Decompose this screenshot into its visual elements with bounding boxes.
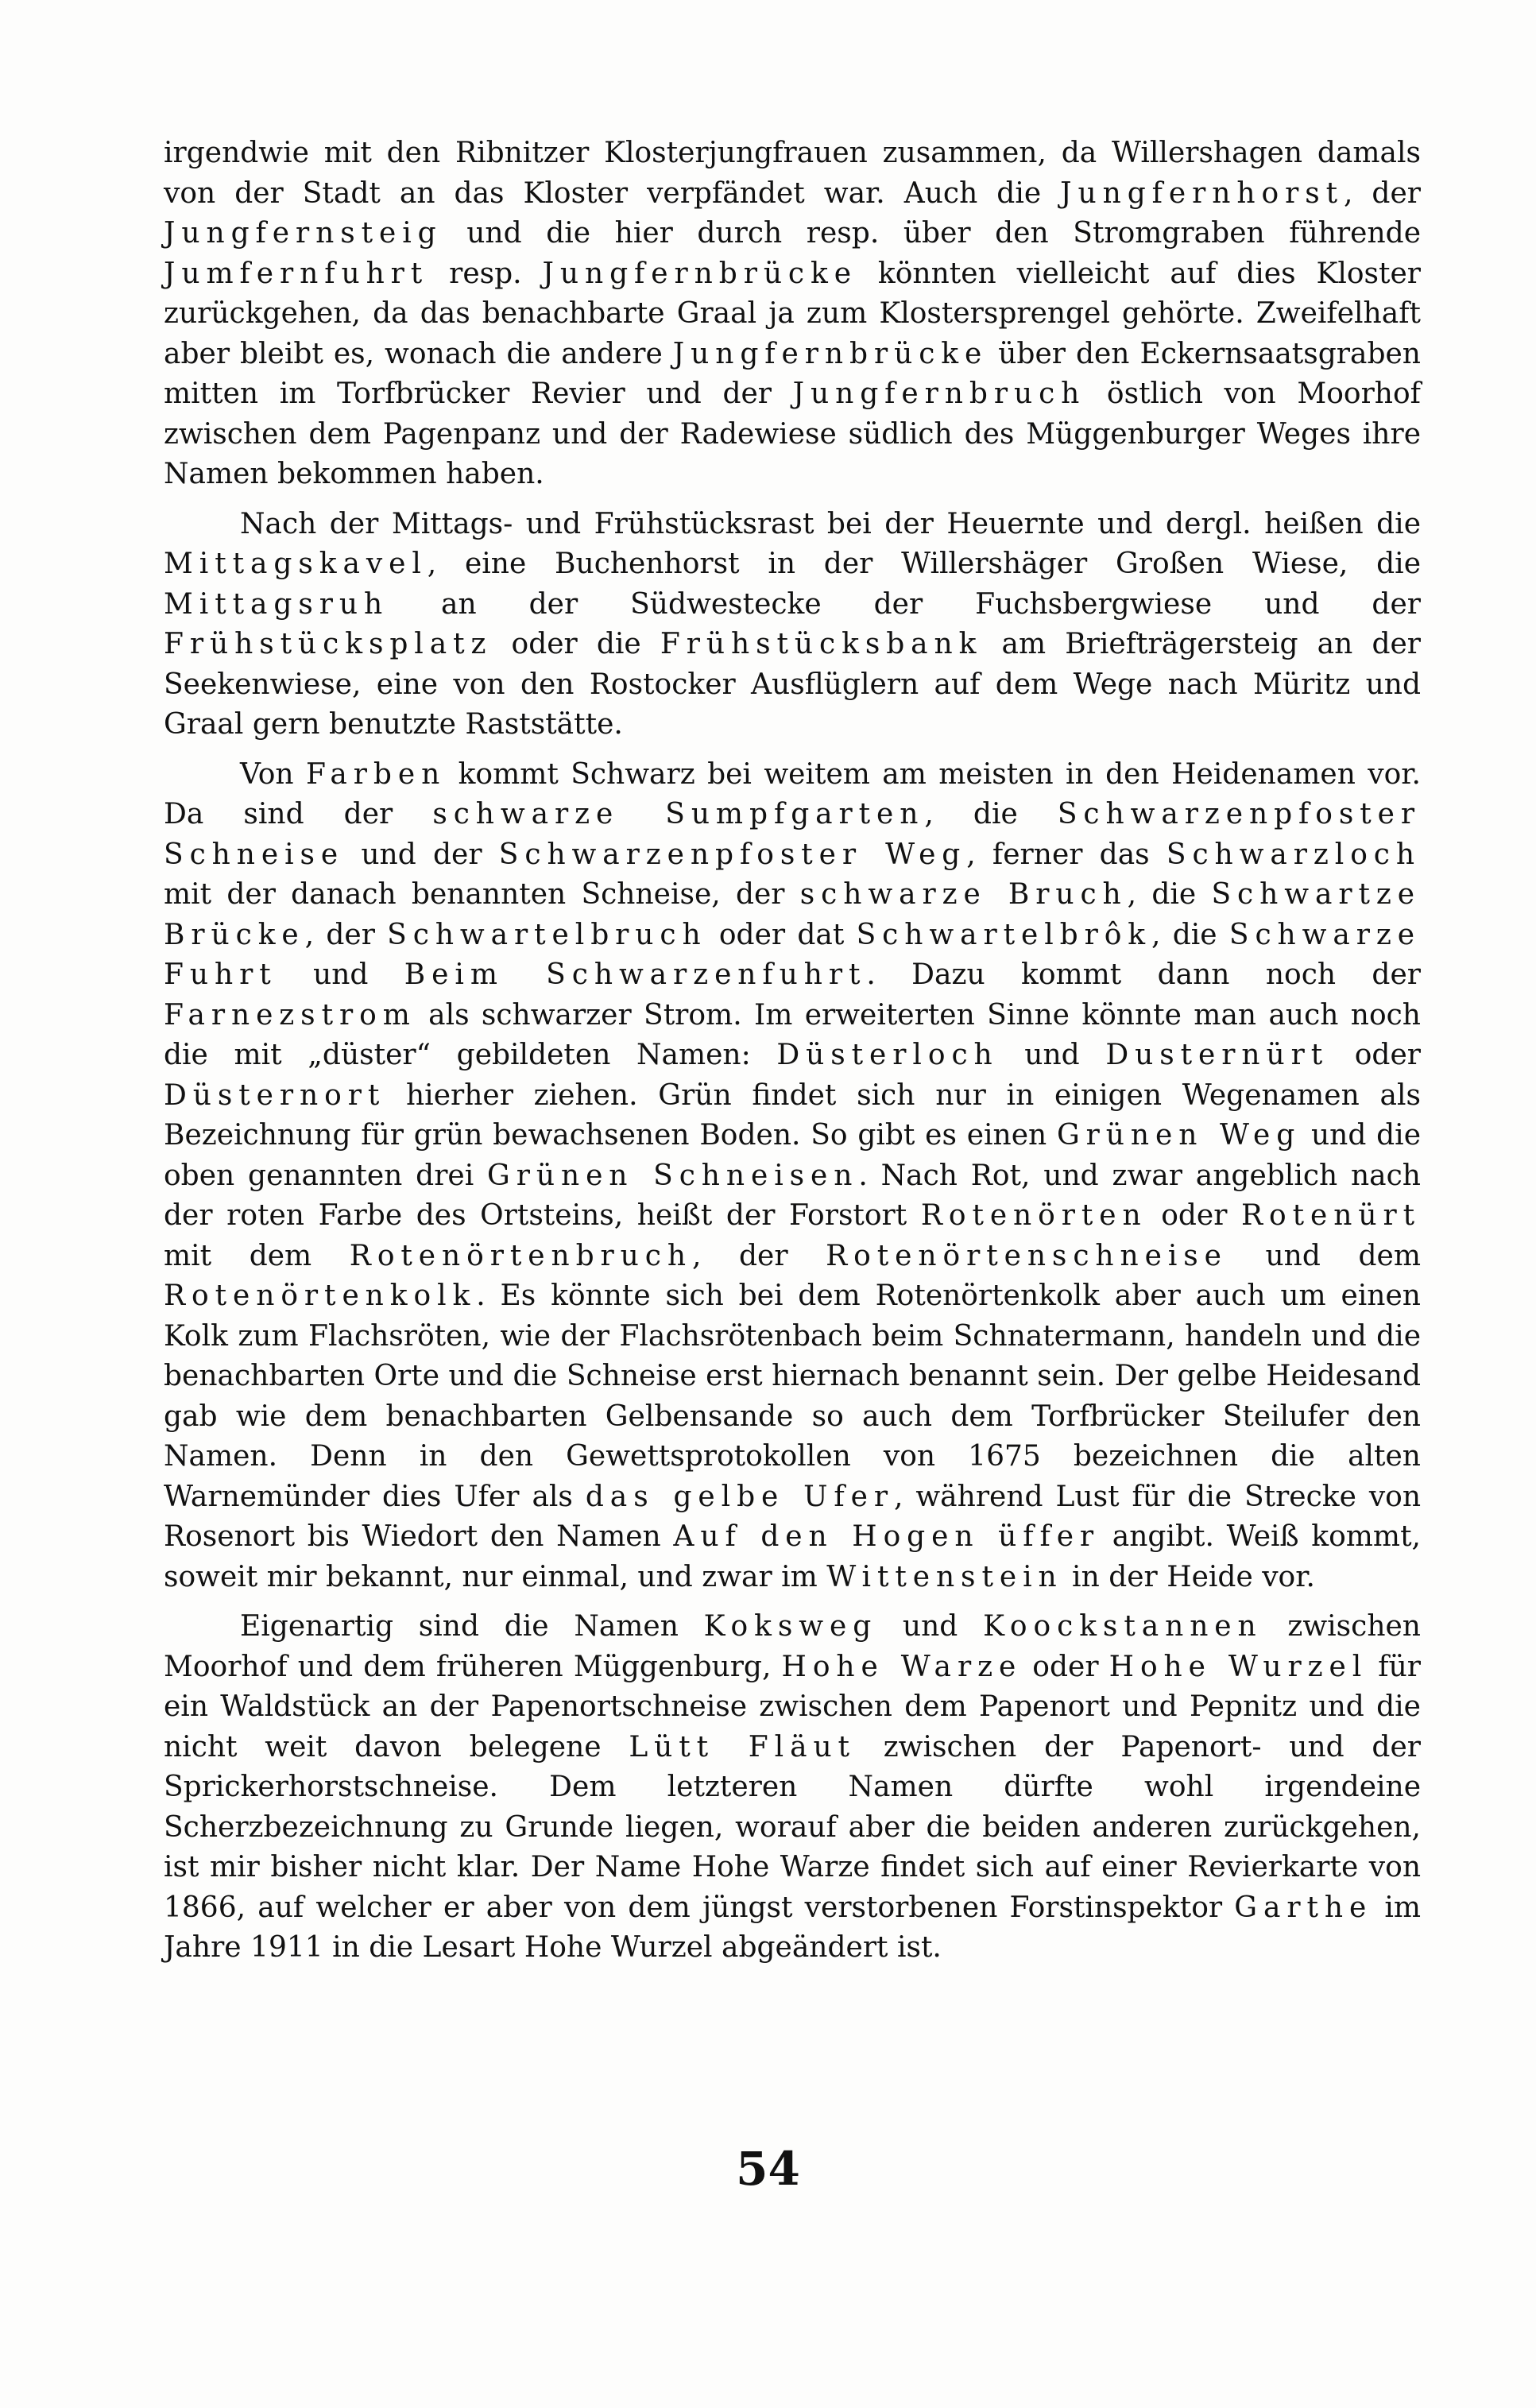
paragraph: [164, 134, 1421, 495]
spaced-name: Rotenörten: [920, 1199, 1147, 1232]
spaced-name: Schwarzloch: [1166, 838, 1421, 871]
spaced-name: Koksweg: [703, 1610, 878, 1643]
spaced-name: Mittagskavel: [164, 548, 428, 580]
text-run: , eine Buchenhorst in der Willershäger Großen Wiese, die: [427, 548, 1421, 580]
text-run: könnten vielleicht auf dies Kloster zurückgehen, da das benachbarte Graal ja zum Klostersprengel gehörte. Zweifelhaft aber bleibt es, wonach die andere: [164, 257, 1421, 370]
text-run: angibt. Weiß kommt, soweit mir bekannt, nur einmal, und zwar im: [164, 1520, 1421, 1593]
spaced-name: Schwartelbrôk: [856, 918, 1152, 951]
text-run: , der: [1343, 176, 1421, 210]
spaced-name: Jungfernsteig: [164, 217, 443, 250]
spaced-name: schwarze Bruch: [799, 878, 1128, 911]
paragraph: [164, 755, 1421, 1598]
spaced-name: Garthe: [1234, 1891, 1373, 1924]
text-run: und: [998, 1039, 1106, 1071]
text-run: zwischen Moorhof und dem früheren Müggenburg,: [164, 1610, 1421, 1683]
spaced-name: Düsternort: [164, 1078, 386, 1112]
text-run: über den Eckernsaatsgraben mitten im Torfbrücker Revier und der: [164, 337, 1421, 410]
spaced-name: Dusternürt: [1105, 1039, 1329, 1071]
text-run: oder: [1147, 1199, 1242, 1232]
text-run: , der: [304, 918, 388, 951]
spaced-name: Jungfernhorst: [1060, 176, 1344, 210]
text-run: und die oben genannten drei: [164, 1119, 1422, 1192]
text-run: und: [277, 958, 404, 991]
text-run: Eigenartig sind die Namen: [240, 1610, 704, 1643]
text-run: kommt Schwarz bei weitem am meisten in den Heidenamen vor. Da sind der: [164, 757, 1422, 830]
spaced-name: Mittagsruh: [164, 587, 389, 621]
spaced-name: Grünen Schneisen: [487, 1159, 859, 1192]
text-run: resp.: [428, 257, 543, 290]
text-run: Von: [240, 757, 306, 791]
text-run: irgendwie mit den Ribnitzer Klosterjungfrauen zusammen, da Willershagen damals von der Stadt an das Kloster verpfändet war. Auch die: [164, 137, 1421, 210]
spaced-name: Jungfernbrücke: [542, 257, 857, 290]
text-run: und die hier durch resp. über den Stromgraben führende: [442, 217, 1421, 250]
spaced-name: Jungfernbrücke: [672, 337, 989, 370]
spaced-name: Wittenstein: [826, 1560, 1063, 1593]
spaced-name: Rotenörtenkolk: [164, 1279, 477, 1312]
spaced-name: Beim Schwarzenfuhrt: [404, 958, 867, 991]
spaced-name: Schwartze Brücke: [164, 878, 1421, 951]
text-run: , die: [1151, 918, 1229, 951]
text-run: mit der danach benannten Schneise, der: [164, 878, 800, 911]
text-run: oder: [1022, 1650, 1109, 1683]
text-run: im Jahre 1911 in die Lesart Hohe Wurzel abgeändert ist.: [164, 1891, 1422, 1964]
page-number: 54: [736, 2142, 800, 2196]
paragraph: [164, 1607, 1421, 1969]
text-run: oder die: [492, 628, 660, 660]
text-run: am Briefträgersteig an der Seekenwiese, eine von den Rostocker Ausflüglern auf dem Wege nach Müritz und Graal gern benutzte Raststätte.: [164, 628, 1422, 741]
paragraph: [164, 505, 1421, 745]
spaced-name: Auf den Hogen üffer: [673, 1520, 1101, 1553]
text-run: , während Lust für die Strecke von Rosenort bis Wiedort den Namen: [164, 1480, 1422, 1553]
text-run: , die: [924, 798, 1058, 830]
spaced-name: Schwarzenpfoster Weg: [498, 838, 967, 871]
text-run: . Dazu kommt dann noch der: [866, 958, 1421, 991]
spaced-name: Schwarzenpfoster Schneise: [164, 798, 1422, 871]
text-run: , der: [691, 1239, 826, 1272]
text-run: . Es könnte sich bei dem Rotenörtenkolk aber auch um einen Kolk zum Flachsröten, wie der Flachsrötenbach beim Schnatermann, handeln und die benachbarten Orte und die Schneise erst hiernach benannt sein. Der gelbe Heidesand gab wie dem benachbarten Gelbensande so auch dem Torfbrücker Steilufer den Namen. Denn in den Gewettsprotokollen von 1675 bezeichnen die alten Warnemünder dies Ufer als: [164, 1279, 1421, 1513]
spaced-name: Rotenörtenbruch: [349, 1239, 692, 1272]
spaced-name: Rotenürt: [1241, 1199, 1421, 1232]
spaced-name: Lütt Fläut: [629, 1730, 856, 1763]
spaced-name: Jumfernfuhrt: [164, 257, 429, 290]
body-text: [164, 134, 1421, 1969]
text-run: zwischen der Papenort- und der Sprickerhorstschneise. Dem letzteren Namen dürfte wohl irgendeine Scherzbezeichnung zu Grunde liegen, worauf aber die beiden anderen zurückgehen, ist mir bisher nicht klar. Der Name Hohe Warze findet sich auf einer Revierkarte von 1866, auf welcher er aber von dem jüngst verstorbenen Forstinspektor: [164, 1730, 1421, 1924]
text-run: in der Heide vor.: [1062, 1560, 1315, 1593]
text-run: , die: [1127, 878, 1212, 911]
spaced-name: Rotenörtenschneise: [826, 1239, 1228, 1272]
spaced-name: Hohe Warze: [781, 1650, 1023, 1683]
text-run: oder: [1329, 1039, 1421, 1071]
text-run: Nach der Mittags- und Frühstücksrast bei der Heuernte und dergl. heißen die: [240, 507, 1421, 540]
spaced-name: Hohe Wurzel: [1108, 1650, 1368, 1683]
text-run: und: [877, 1610, 984, 1643]
spaced-name: das gelbe Ufer: [585, 1480, 894, 1513]
spaced-name: Frühstücksplatz: [164, 628, 493, 660]
text-run: für ein Waldstück an der Papenortschneise zwischen dem Papenort und Pepnitz und die nicht weit davon belegene: [164, 1650, 1421, 1763]
text-run: östlich von Moorhof zwischen dem Pagenpanz und der Radewiese südlich des Müggenburger Weges ihre Namen bekommen haben.: [164, 377, 1421, 490]
spaced-name: Schwartelbruch: [387, 918, 707, 951]
spaced-name: Jungfernbruch: [792, 377, 1086, 410]
spaced-name: Farben: [305, 757, 447, 791]
text-run: . Nach Rot, und zwar angeblich nach der roten Farbe des Ortsteins, heißt der Forstort: [164, 1159, 1421, 1232]
text-run: mit dem: [164, 1239, 350, 1272]
spaced-name: Farnezstrom: [164, 998, 416, 1032]
spaced-name: Düsterloch: [776, 1039, 999, 1071]
spaced-name: Schwarze Fuhrt: [164, 918, 1421, 991]
text-run: und der: [344, 838, 499, 871]
text-run: oder dat: [706, 918, 857, 951]
text-run: an der Südwestecke der Fuchsbergwiese und der: [389, 587, 1421, 621]
spaced-name: Koockstannen: [983, 1610, 1263, 1643]
text-run: hierher ziehen. Grün findet sich nur in einigen Wegenamen als Bezeichnung für grün bewachsenen Boden. So gibt es einen: [164, 1078, 1421, 1152]
spaced-name: schwarze Sumpfgarten: [432, 798, 925, 830]
text-run: als schwarzer Strom. Im erweiterten Sinne könnte man auch noch die mit „düster“ gebildeten Namen:: [164, 998, 1421, 1071]
spaced-name: Grünen Weg: [1056, 1119, 1302, 1152]
text-run: und dem: [1227, 1239, 1421, 1272]
spaced-name: Frühstücksbank: [660, 628, 983, 660]
text-run: , ferner das: [966, 838, 1167, 871]
